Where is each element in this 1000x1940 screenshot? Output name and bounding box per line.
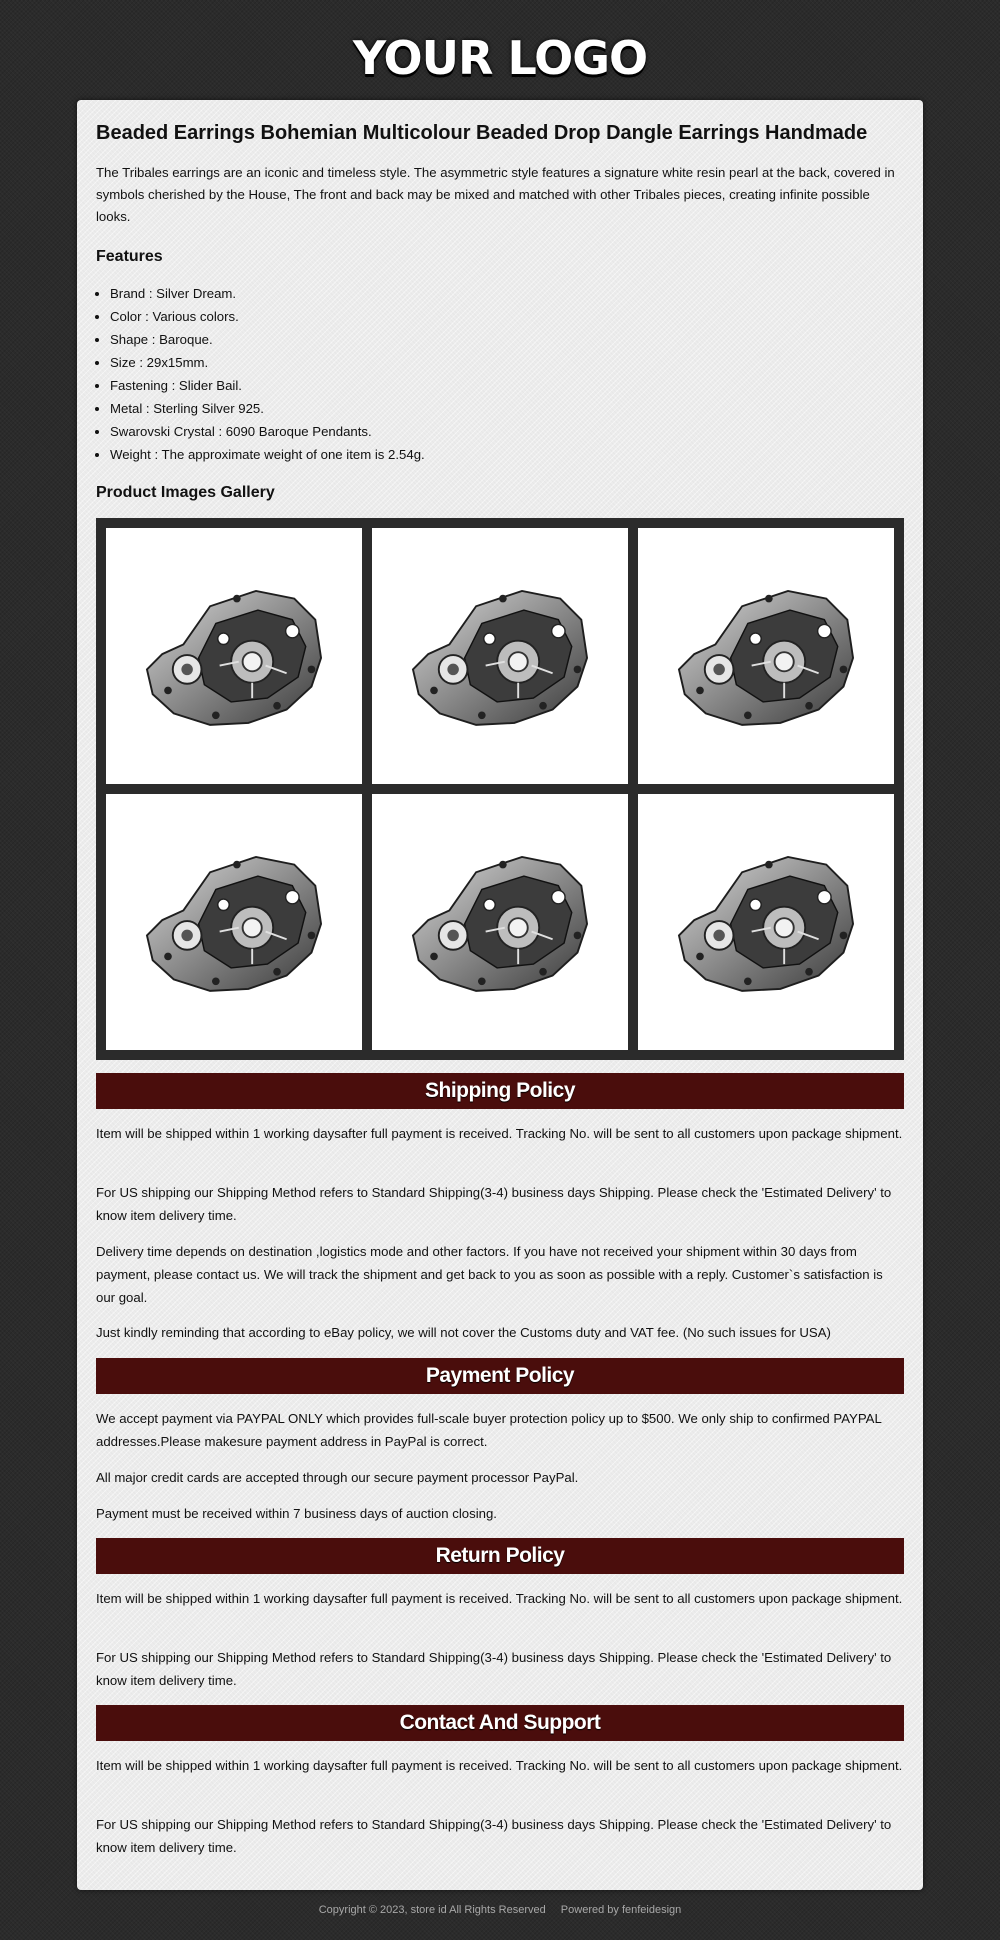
- contact-support-heading: Contact And Support: [96, 1705, 904, 1741]
- features-list: [96, 282, 900, 466]
- feature-item: • Swarovski Crystal : 6090 Baroque Pendants.: [110, 420, 900, 443]
- shipping-paragraph: Delivery time depends on destination ,logistics mode and other factors. If you have not received your shipment within 30 days from payment, please contact us. We will track the shipment and get back to you as soon as possible with a reply. Customer`s satisfaction is our goal.: [96, 1244, 883, 1305]
- feature-item: • Metal : Sterling Silver 925.: [110, 397, 900, 420]
- gallery-image-2[interactable]: [372, 528, 628, 784]
- product-image-gallery: [96, 518, 904, 1060]
- feature-item: • Fastening : Slider Bail.: [110, 374, 900, 397]
- gallery-image-3[interactable]: [638, 528, 894, 784]
- features-heading: Features: [96, 248, 163, 265]
- powered-by-link[interactable]: Powered by fenfeidesign: [560, 1904, 682, 1916]
- gearbox-housing-image: [656, 566, 876, 746]
- contact-paragraph: For US shipping our Shipping Method refers to Standard Shipping(3-4) business days Shipping. Please check the 'Estimated Delivery' to know item delivery time.: [96, 1817, 892, 1855]
- listing-card: [77, 100, 923, 1890]
- payment-paragraph: Payment must be received within 7 business days of auction closing.: [96, 1506, 497, 1521]
- contact-paragraph: Item will be shipped within 1 working daysafter full payment is received. Tracking No. will be sent to all customers upon package shipment.: [96, 1758, 903, 1773]
- gallery-image-5[interactable]: [372, 794, 628, 1050]
- gearbox-housing-image: [124, 566, 344, 746]
- copyright-text: Copyright © 2023, store id All Rights Reserved: [318, 1904, 546, 1916]
- shipping-paragraph: For US shipping our Shipping Method refers to Standard Shipping(3-4) business days Shipping. Please check the 'Estimated Delivery' to know item delivery time.: [96, 1185, 892, 1223]
- gallery-image-6[interactable]: [638, 794, 894, 1050]
- gearbox-housing-image: [656, 832, 876, 1012]
- product-description: The Tribales earrings are an iconic and timeless style. The asymmetric style features a signature white resin pearl at the back, covered in symbols cherished by the House, The front and back may be mixed and matched with other Tribales pieces, creating infinite possible looks.: [96, 165, 895, 224]
- page-footer: [0, 1904, 1000, 1916]
- gearbox-housing-image: [124, 832, 344, 1012]
- gallery-image-4[interactable]: [106, 794, 362, 1050]
- payment-paragraph: We accept payment via PAYPAL ONLY which provides full-scale buyer protection policy up to $500. We only ship to confirmed PAYPAL addresses.Please makesure payment address in PayPal is correct.: [96, 1411, 882, 1449]
- return-policy-heading: Return Policy: [96, 1538, 904, 1574]
- product-title: Beaded Earrings Bohemian Multicolour Beaded Drop Dangle Earrings Handmade: [96, 122, 868, 144]
- return-paragraph: For US shipping our Shipping Method refers to Standard Shipping(3-4) business days Shipping. Please check the 'Estimated Delivery' to know item delivery time.: [96, 1650, 892, 1688]
- feature-item: • Color : Various colors.: [110, 305, 900, 328]
- return-paragraph: Item will be shipped within 1 working daysafter full payment is received. Tracking No. will be sent to all customers upon package shipment.: [96, 1591, 903, 1606]
- gallery-image-1[interactable]: [106, 528, 362, 784]
- gearbox-housing-image: [390, 832, 610, 1012]
- gearbox-housing-image: [390, 566, 610, 746]
- feature-item: • Size : 29x15mm.: [110, 351, 900, 374]
- payment-paragraph: All major credit cards are accepted through our secure payment processor PayPal.: [96, 1470, 579, 1485]
- feature-item: • Weight : The approximate weight of one item is 2.54g.: [110, 443, 900, 466]
- gallery-heading: Product Images Gallery: [96, 484, 275, 501]
- shipping-policy-heading: Shipping Policy: [96, 1073, 904, 1109]
- shipping-paragraph: Just kindly reminding that according to eBay policy, we will not cover the Customs duty and VAT fee. (No such issues for USA): [96, 1325, 831, 1340]
- feature-item: • Brand : Silver Dream.: [110, 282, 900, 305]
- feature-item: • Shape : Baroque.: [110, 328, 900, 351]
- site-logo[interactable]: YOUR LOGO: [352, 31, 648, 85]
- payment-policy-heading: Payment Policy: [96, 1358, 904, 1394]
- shipping-paragraph: Item will be shipped within 1 working daysafter full payment is received. Tracking No. will be sent to all customers upon package shipment.: [96, 1126, 903, 1141]
